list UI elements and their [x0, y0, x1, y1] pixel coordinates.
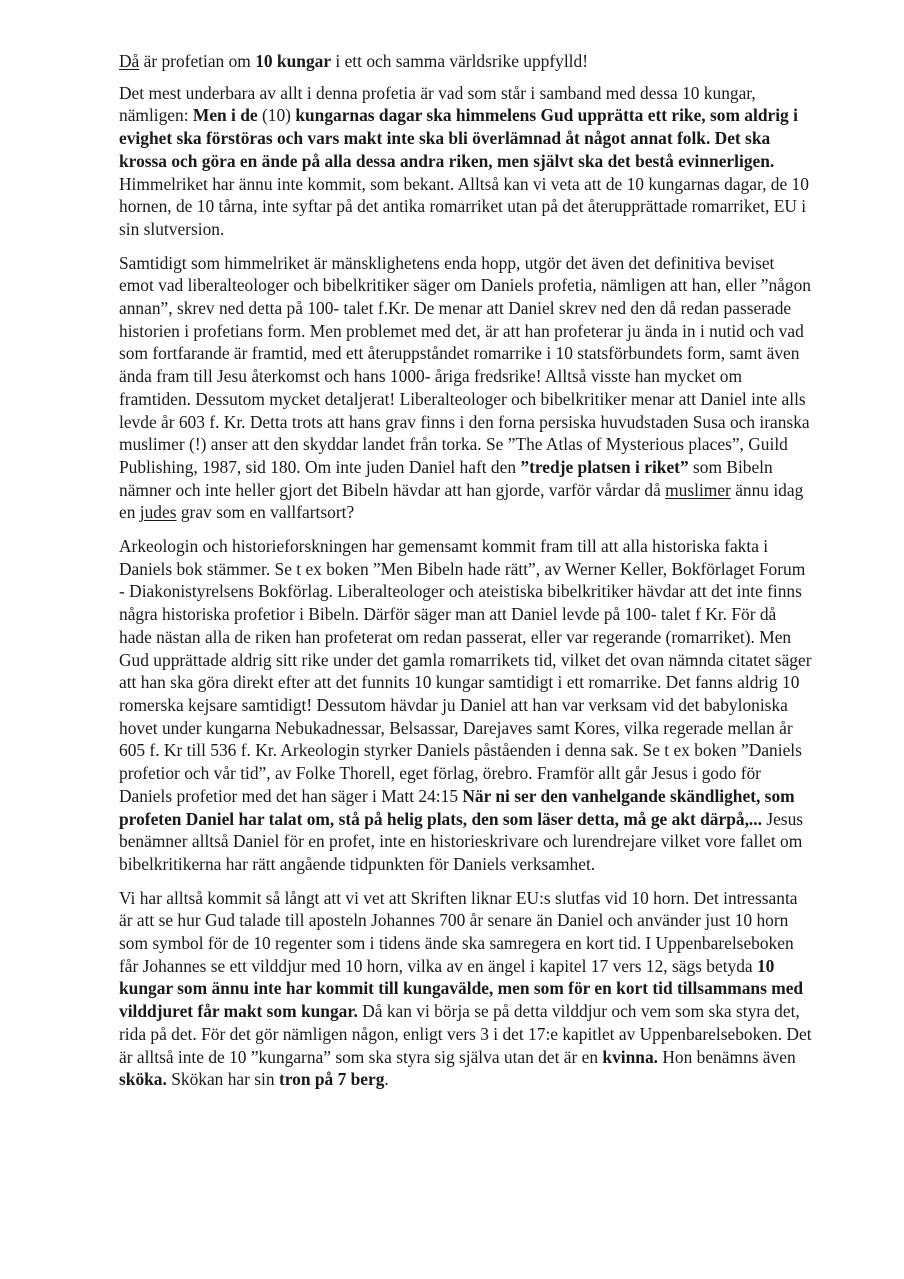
text-span: kungarnas dagar ska himmelens Gud upprätta ett rike, som aldrig i evighet ska förstöras och vars makt inte ska bli överlämnad åt något annat folk. Det ska krossa och göra en ände på alla dessa andra riken, men självt ska det bestå evinnerligen.: [119, 105, 798, 171]
paragraph-2: [119, 82, 813, 241]
text-span: i ett och samma världsrike uppfylld!: [331, 51, 588, 71]
text-span: Jesus benämner alltså Daniel för en profet, inte en historieskrivare och lurendrejare vilket vore fallet om bibelkritikerna har rätt angående tidpunkten för Daniels verksamhet.: [119, 808, 804, 874]
text-span: Då: [119, 51, 140, 71]
text-span: 10 kungar som ännu inte har kommit till kungavälde, men som för en kort tid tillsammans med vilddjuret får makt som kungar.: [119, 955, 804, 1022]
paragraph-3: [119, 252, 813, 524]
text-span: ”tredje platsen i riket”: [520, 456, 689, 477]
paragraph-1: [119, 50, 813, 73]
text-span: 10 kungar: [255, 51, 332, 71]
text-span: ännu idag en: [119, 479, 804, 523]
text-span: (10): [261, 105, 296, 126]
text-span: Det mest underbara av allt i denna profetia är vad som står i samband med dessa 10 kungar, nämligen:: [119, 82, 756, 126]
text-span: grav som en vallfartsort?: [176, 502, 355, 523]
text-span: Himmelriket har ännu inte kommit, som bekant. Alltså kan vi veta att de 10 kungarnas dagar, de 10 hornen, de 10 tårna, inte syftar på det antika romarriket utan på det återupprättade romarriket, EU i sin slutversion.: [119, 173, 809, 239]
text-span: När ni ser den vanhelgande skändlighet, som profeten Daniel har talat om, stå på helig plats, den som läser detta, må ge akt därpå,...: [119, 785, 795, 829]
text-span: Men i de: [192, 105, 262, 126]
text-span: som Bibeln nämner och inte heller gjort det Bibeln hävdar att han gjorde, varför vårdar då: [119, 456, 773, 500]
text-span: Skökan har sin: [166, 1069, 279, 1090]
paragraph-4: [119, 535, 813, 876]
text-span: är profetian om: [139, 51, 256, 71]
document-page: [119, 50, 813, 1102]
text-span: sköka.: [119, 1069, 167, 1090]
paragraph-5: [119, 887, 813, 1091]
text-span: Hon benämns även: [658, 1046, 796, 1067]
text-span: muslimer: [665, 479, 731, 500]
text-span: Samtidigt som himmelriket är mänsklighetens enda hopp, utgör det även det definitiva beviset emot vad liberalteologer och bibelkritiker säger om Daniels profetia, nämligen att han, eller ”någon annan”, skrev ned detta på 100- talet f.Kr. De menar att Daniel skrev ned den då redan passerade historien i profetians form. Men problemet med det, är att han profeterar ju ända in i nutid och vad som fortfarande är framtid, med ett återuppståndet romarrike i 10 statsförbundets form, samt även ända fram till Jesu återkomst och hans 1000- åriga fredsrike! Alltså visste han mycket om framtiden. Dessutom mycket detaljerat! Liberalteologer och bibelkritiker menar att Daniel inte alls levde år 603 f. Kr. Detta trots att hans grav finns i den forna persiska huvudstaden Susa och iranska muslimer (!) anser att den skyddar landet från torka. Se ”The Atlas of Mysterious places”, Guild Publishing, 1987, sid 180. Om inte juden Daniel haft den: [119, 252, 811, 477]
text-span: judes: [139, 502, 177, 523]
text-span: Då kan vi börja se på detta vilddjur och vem som ska styra det, rida på det. För det gör nämligen någon, enligt vers 3 i det 17:e kapitlet av Uppenbarelseboken. Det är alltså inte de 10 ”kungarna” som ska styra sig själva utan det är en: [119, 1001, 812, 1067]
text-span: kvinna.: [602, 1046, 658, 1067]
text-span: Vi har alltså kommit så långt att vi vet att Skriften liknar EU:s slutfas vid 10 horn. Det intressanta är att se hur Gud talade till aposteln Johannes 700 år senare än Daniel och använder just 10 horn som symbol för de 10 regenter som i tidens ände ska samregera en kort tid. I Uppenbarelseboken får Johannes se ett vilddjur med 10 horn, vilka av en ängel i kapitel 17 vers 12, sägs betyda: [119, 887, 798, 976]
text-span: .: [384, 1069, 389, 1090]
text-span: Arkeologin och historieforskningen har gemensamt kommit fram till att alla historiska fakta i Daniels bok stämmer. Se t ex boken ”Men Bibeln hade rätt”, av Werner Keller, Bokförlaget Forum - Diakonistyrelsens Bokförlag. Liberalteologer och ateistiska bibelkritiker hävdar att det inte finns några historiska profetior i Bibeln. Därför säger man att Daniel levde på 100- talet f Kr. För då hade nästan alla de riken han profeterat om redan passerat, eller var regerande (romarriket). Men Gud upprättade aldrig sitt rike under det gamla romarrikets tid, vilket det ovan nämnda citatet säger att han ska göra direkt efter att det funnits 10 kungar samtidigt i ett romarrike. Det fanns aldrig 10 romerska kejsare samtidigt! Dessutom hävdar ju Daniel att han var verksam vid det babyloniska hovet under kungarna Nebukadnessar, Belsassar, Darejaves samt Kores, vilka regerade mellan år 605 f. Kr till 536 f. Kr. Arkeologin styrker Daniels påståenden i denna sak. Se t ex boken ”Daniels profetior och vår tid”, av Folke Thorell, eget förlag, örebro. Framför allt går Jesus i godo för Daniels profetior med det han säger i Matt 24:15: [119, 536, 812, 806]
text-span: tron på 7 berg: [278, 1069, 385, 1090]
